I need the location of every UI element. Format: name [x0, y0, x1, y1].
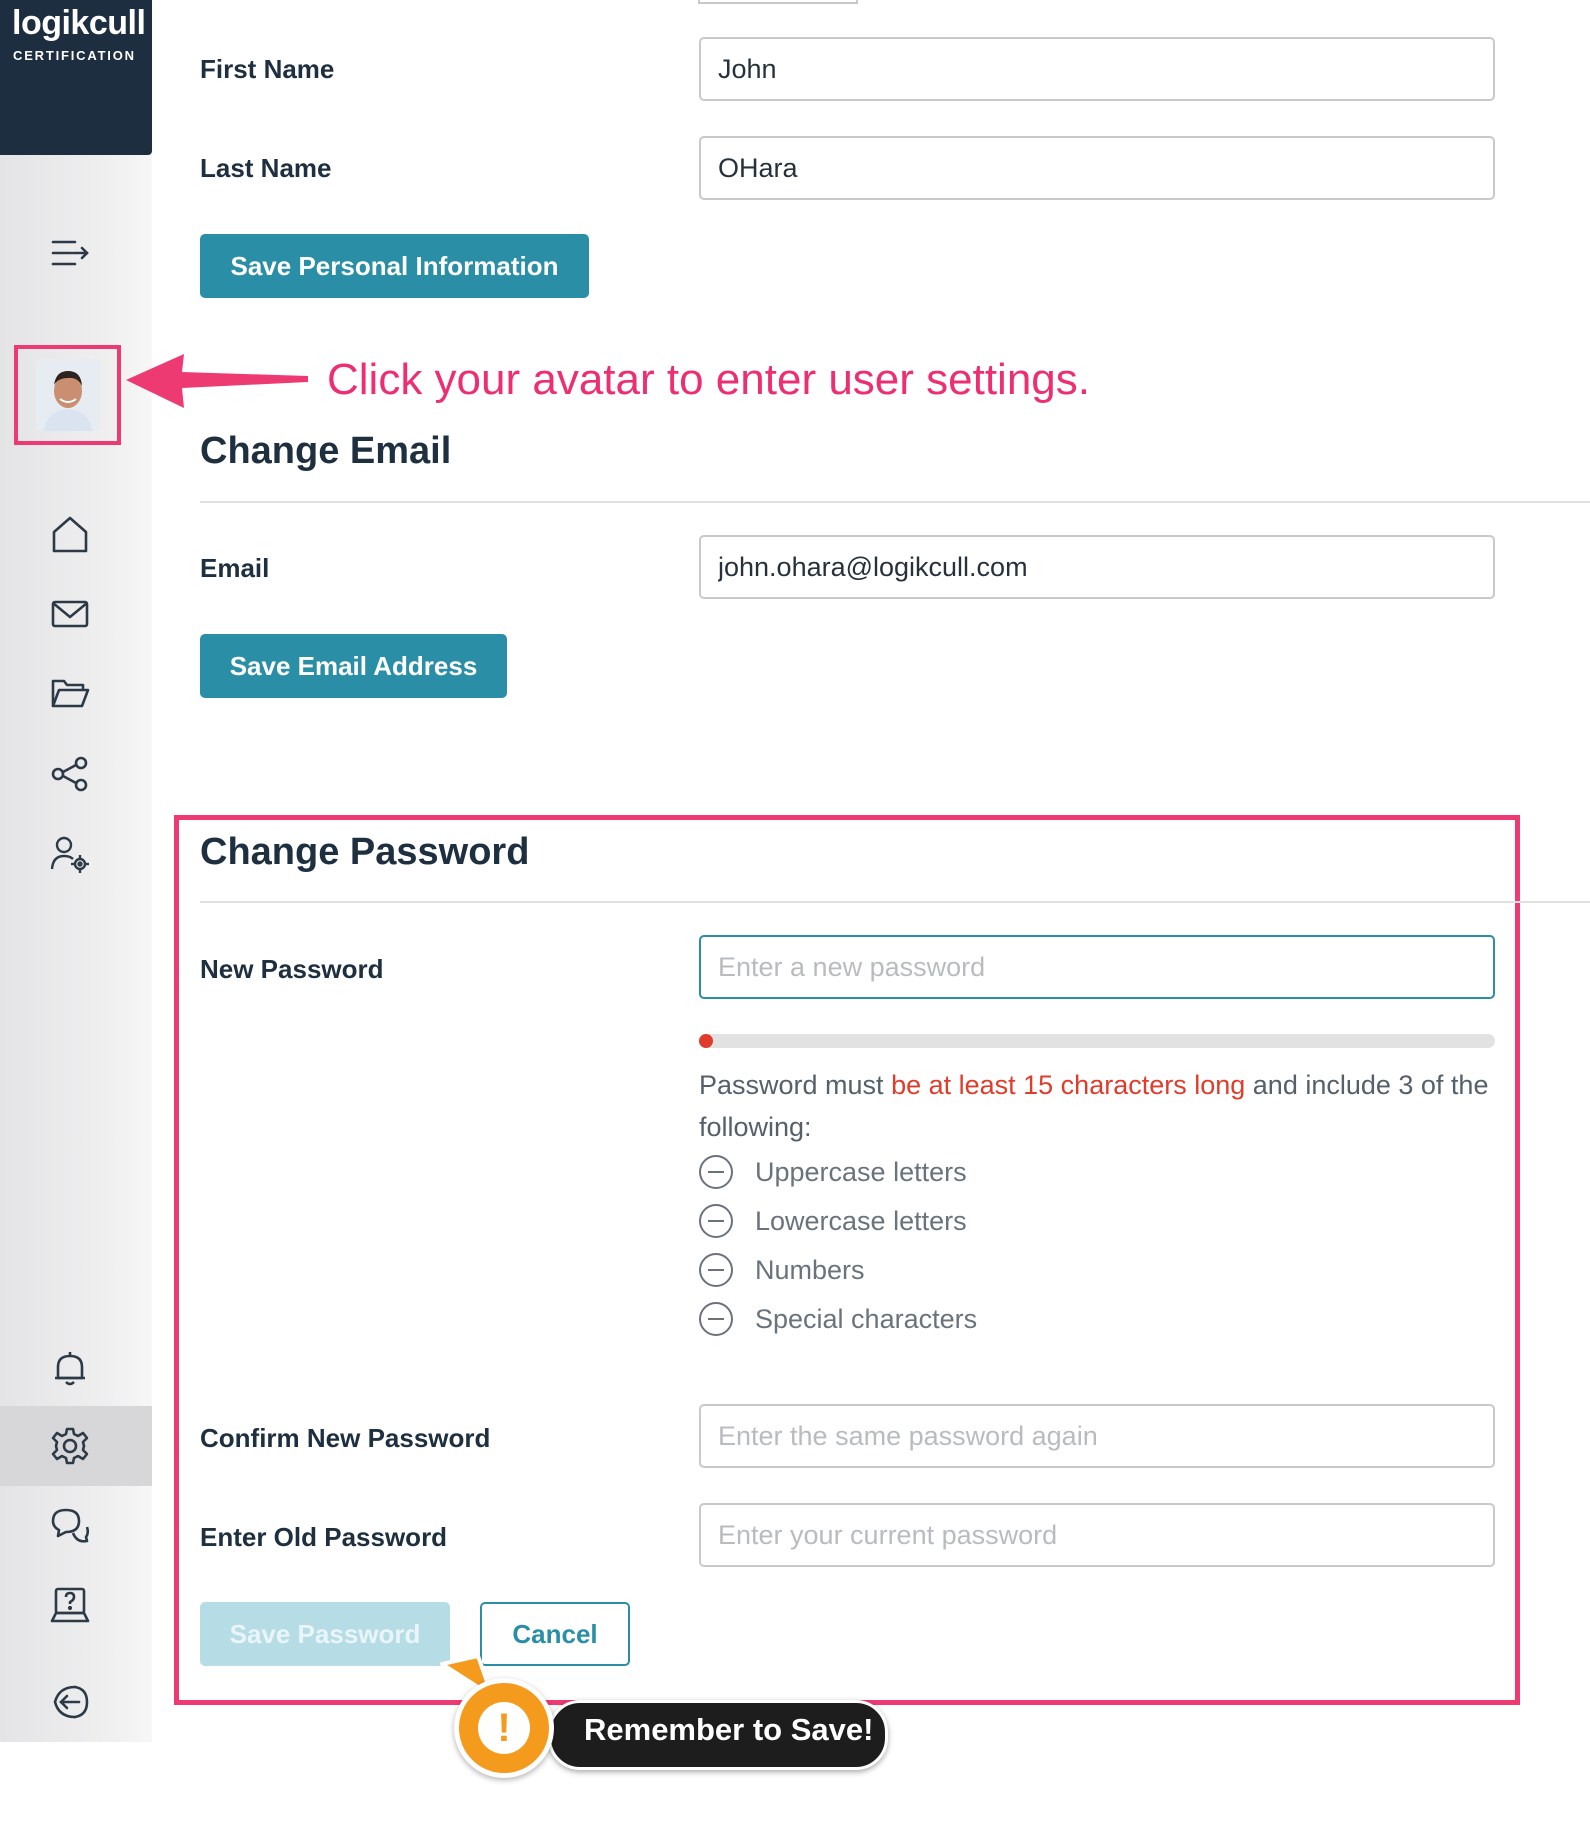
sidebar [0, 0, 152, 1742]
cancel-button[interactable]: Cancel [480, 1602, 630, 1666]
logo-tagline: CERTIFICATION [13, 48, 136, 63]
alert-icon [454, 1678, 554, 1778]
rule-label: Uppercase letters [755, 1156, 967, 1187]
req-prefix: Password must [699, 1070, 892, 1100]
change-email-title: Change Email [200, 430, 452, 472]
rule-status-icon [699, 1302, 733, 1336]
confirm-password-label: Confirm New Password [200, 1423, 491, 1453]
rule-lowercase [699, 1201, 967, 1241]
first-name-field[interactable] [699, 37, 1495, 101]
rule-status-icon [699, 1204, 733, 1238]
rule-numbers [699, 1250, 865, 1290]
toast-text: Remember to Save! [584, 1712, 874, 1747]
rule-special [699, 1299, 977, 1339]
mail-icon[interactable] [48, 592, 92, 636]
user-settings-icon[interactable] [48, 832, 92, 876]
email-label: Email [200, 553, 270, 583]
logout-icon[interactable] [48, 1680, 92, 1724]
confirm-password-field[interactable] [699, 1404, 1495, 1468]
annotation-arrow [122, 342, 312, 412]
old-password-label: Enter Old Password [200, 1522, 448, 1552]
email-divider [200, 501, 1590, 503]
exclamation-icon: ! [478, 1702, 530, 1754]
password-divider [200, 901, 1590, 903]
req-length-warning: be at least 15 characters long [891, 1070, 1246, 1100]
password-strength-fill [699, 1034, 713, 1048]
new-password-label: New Password [200, 954, 384, 984]
save-personal-info-button[interactable]: Save Personal Information [200, 234, 589, 298]
home-icon[interactable] [48, 512, 92, 556]
rule-status-icon [699, 1155, 733, 1189]
password-strength-bar [699, 1034, 1495, 1048]
logo[interactable] [0, 0, 152, 155]
rule-label: Special characters [755, 1303, 978, 1334]
save-password-button[interactable]: Save Password [200, 1602, 450, 1666]
avatar-button[interactable] [14, 345, 121, 445]
email-field[interactable] [699, 535, 1495, 599]
previous-field-edge [698, 0, 858, 4]
chat-icon[interactable] [48, 1504, 92, 1548]
share-icon[interactable] [48, 752, 92, 796]
avatar[interactable] [36, 359, 100, 431]
change-password-title: Change Password [200, 831, 530, 873]
last-name-field[interactable] [699, 136, 1495, 200]
rule-label: Lowercase letters [755, 1205, 967, 1236]
last-name-label: Last Name [200, 153, 332, 183]
gear-icon[interactable] [48, 1424, 92, 1468]
logo-wordmark: logikcull [12, 4, 146, 42]
rule-status-icon [699, 1253, 733, 1287]
req-suffix: and include 3 of the following: [699, 1070, 1489, 1142]
password-requirements [699, 1064, 1499, 1148]
help-laptop-icon[interactable] [48, 1584, 92, 1628]
first-name-label: First Name [200, 54, 335, 84]
rule-label: Numbers [755, 1254, 865, 1285]
rule-uppercase [699, 1152, 967, 1192]
menu-expand-icon[interactable] [48, 232, 92, 276]
new-password-field[interactable] [699, 935, 1495, 999]
save-email-button[interactable]: Save Email Address [200, 634, 507, 698]
folder-icon[interactable] [48, 672, 92, 716]
old-password-field[interactable] [699, 1503, 1495, 1567]
bell-icon[interactable] [48, 1346, 92, 1390]
avatar-annotation: Click your avatar to enter user settings. [327, 355, 1090, 404]
